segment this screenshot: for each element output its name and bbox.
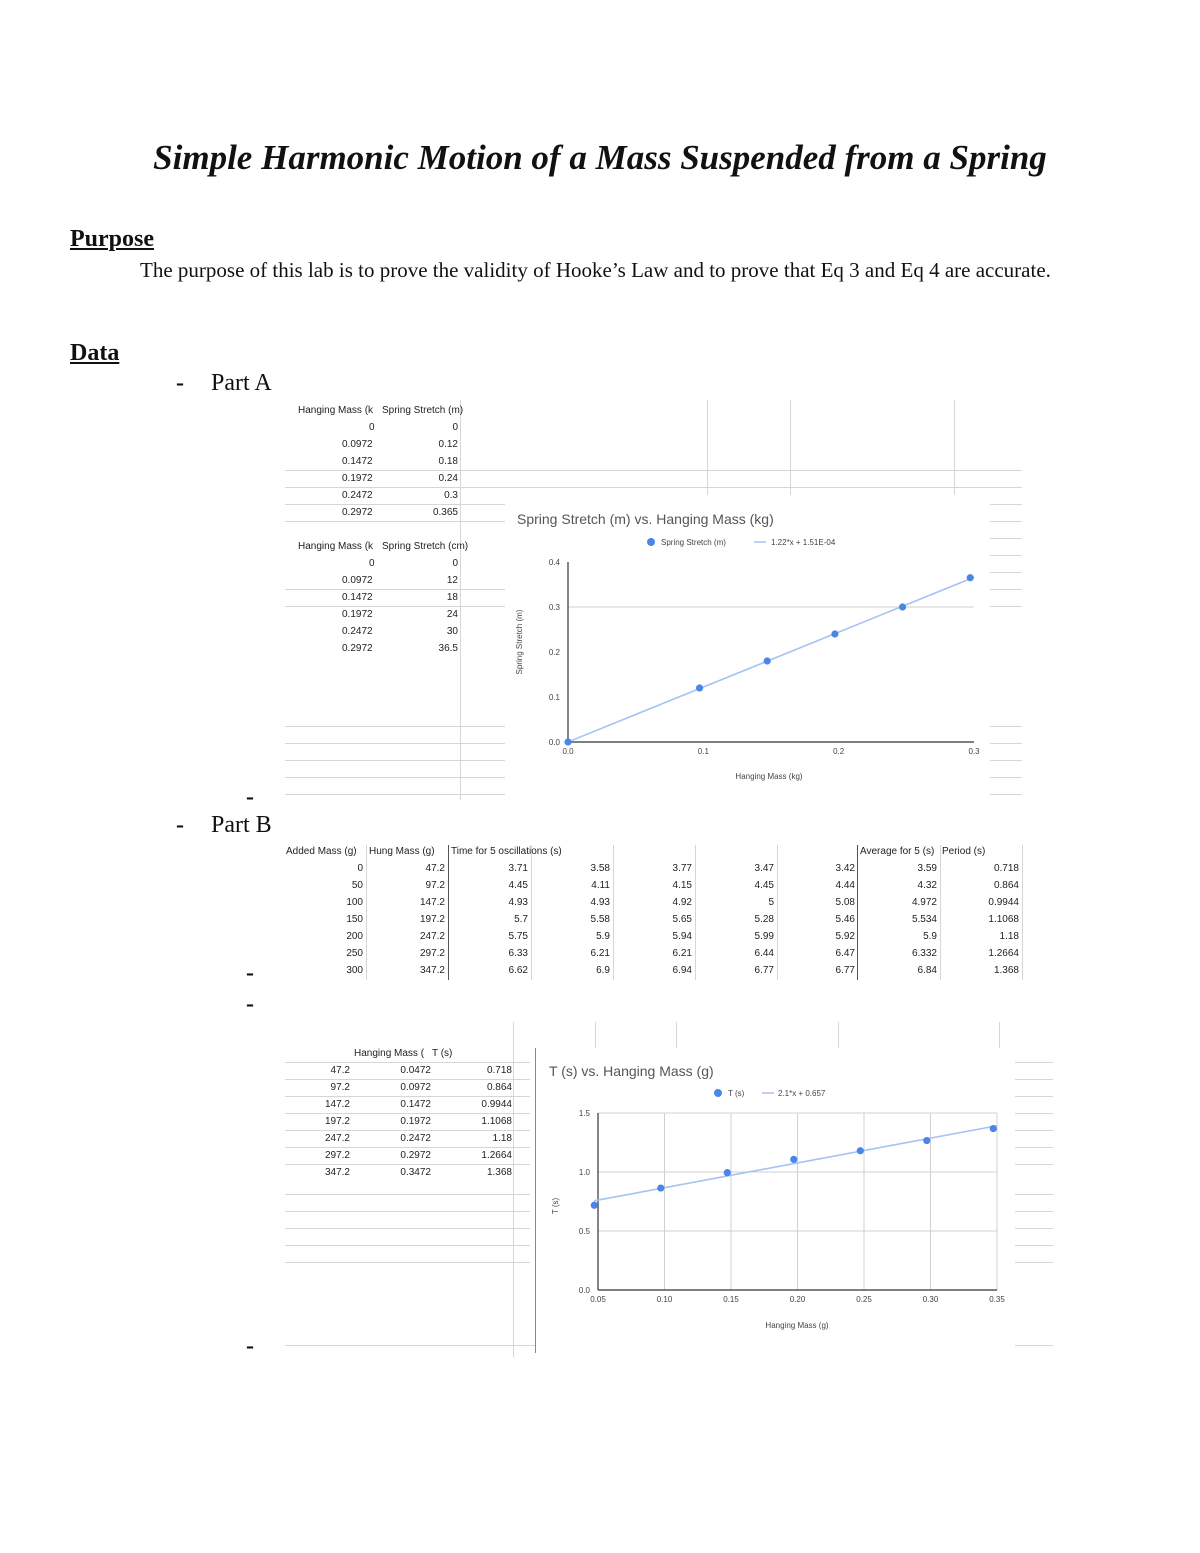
- purpose-heading: Purpose: [70, 226, 154, 252]
- table-cell: 5.7: [514, 914, 528, 925]
- table-cell: 150: [346, 914, 363, 925]
- data-point: [764, 657, 771, 664]
- table-cell: 5.58: [590, 914, 610, 925]
- table-cell: 6.47: [835, 948, 855, 959]
- table-cell: 3.59: [917, 863, 937, 874]
- table-cell: 6.33: [508, 948, 528, 959]
- data-point: [564, 738, 571, 745]
- table-cell: 50: [351, 880, 363, 891]
- table-cell: 247.2: [324, 1133, 350, 1144]
- table-cell: 0.1472: [342, 456, 373, 467]
- x-tick-label: 0.30: [922, 1295, 939, 1304]
- table-cell: 4.45: [754, 880, 774, 891]
- table-cell: 1.18: [492, 1133, 512, 1144]
- table-cell: 0.18: [438, 456, 458, 467]
- y-tick-label: 0.2: [548, 648, 560, 657]
- table-cell: 1.2664: [988, 948, 1019, 959]
- table-cell: 6.21: [672, 948, 692, 959]
- data-point: [657, 1184, 664, 1191]
- table-cell: 47.2: [425, 863, 445, 874]
- y-tick-label: 0.4: [548, 558, 560, 567]
- table-header: Hanging Mass (k: [298, 405, 374, 416]
- table-cell: 247.2: [419, 931, 445, 942]
- table-cell: 5.65: [672, 914, 692, 925]
- x-tick-label: 0.0: [562, 747, 574, 756]
- table-cell: 0.1972: [342, 609, 373, 620]
- x-tick-label: 0.15: [723, 1295, 739, 1304]
- table-cell: 197.2: [419, 914, 445, 925]
- table-cell: 300: [346, 965, 363, 976]
- legend-series-label: Spring Stretch (m): [661, 538, 726, 547]
- table-cell: 0.0972: [342, 575, 373, 586]
- table-cell: 24: [446, 609, 458, 620]
- table-cell: 0.2472: [342, 490, 373, 501]
- table-cell: 12: [446, 575, 458, 586]
- table-header: T (s): [432, 1048, 453, 1059]
- table-cell: 4.93: [508, 897, 528, 908]
- table-cell: 0: [369, 422, 375, 433]
- part-a-label: Part A: [211, 370, 272, 396]
- table-cell: 6.84: [917, 965, 937, 976]
- table-cell: 5.92: [835, 931, 855, 942]
- data-point: [857, 1147, 864, 1154]
- table-cell: 4.92: [672, 897, 692, 908]
- table-cell: 1.368: [993, 965, 1019, 976]
- table-cell: 6.94: [672, 965, 692, 976]
- table-cell: 6.62: [508, 965, 528, 976]
- table-header: Time for 5 oscillations (s): [451, 846, 562, 857]
- chart-title: T (s) vs. Hanging Mass (g): [549, 1063, 714, 1079]
- table-cell: 5.28: [754, 914, 774, 925]
- legend-series-label: T (s): [728, 1089, 745, 1098]
- data-point: [831, 630, 838, 637]
- page-title: Simple Harmonic Motion of a Mass Suspended from a Spring: [153, 138, 1047, 177]
- bullet-dash: -: [246, 784, 254, 810]
- table-cell: 0.0972: [400, 1082, 431, 1093]
- table-cell: 0.12: [438, 439, 458, 450]
- table-cell: 3.58: [590, 863, 610, 874]
- y-tick-label: 0.0: [578, 1286, 590, 1295]
- table-cell: 5: [768, 897, 774, 908]
- table-cell: 18: [446, 592, 458, 603]
- table-cell: 0.2472: [342, 626, 373, 637]
- part-b-label: Part B: [211, 812, 272, 838]
- table-cell: 0.2472: [400, 1133, 431, 1144]
- data-point: [990, 1125, 997, 1132]
- table-cell: 0.1972: [342, 473, 373, 484]
- table-cell: 0.2972: [342, 507, 373, 518]
- bullet-dash: -: [176, 812, 184, 838]
- table-cell: 1.1068: [481, 1116, 512, 1127]
- table-cell: 6.77: [754, 965, 774, 976]
- spring-stretch-chart: [505, 500, 990, 800]
- y-tick-label: 0.1: [548, 693, 560, 702]
- table-cell: 4.11: [591, 880, 610, 891]
- table-cell: 0.0472: [400, 1065, 431, 1076]
- table-cell: 0.9944: [481, 1099, 512, 1110]
- table-cell: 1.368: [486, 1167, 512, 1178]
- x-tick-label: 0.2: [833, 747, 845, 756]
- table-cell: 0.1472: [342, 592, 373, 603]
- table-cell: 0: [357, 863, 363, 874]
- table-header: Hanging Mass (: [354, 1048, 425, 1059]
- table-cell: 3.77: [672, 863, 692, 874]
- table-cell: 0.0972: [342, 439, 373, 450]
- bullet-dash: -: [246, 1333, 254, 1359]
- table-cell: 4.45: [508, 880, 528, 891]
- table-cell: 3.42: [835, 863, 855, 874]
- table-cell: 197.2: [324, 1116, 350, 1127]
- data-point: [790, 1156, 797, 1163]
- table-cell: 4.32: [917, 880, 937, 891]
- table-cell: 6.332: [911, 948, 937, 959]
- data-point: [591, 1202, 598, 1209]
- table-header: Hanging Mass (k: [298, 541, 374, 552]
- table-cell: 5.08: [835, 897, 855, 908]
- table-cell: 0.718: [486, 1065, 512, 1076]
- table-cell: 0.718: [993, 863, 1019, 874]
- table-cell: 0.9944: [988, 897, 1019, 908]
- data-heading: Data: [70, 340, 120, 366]
- table-cell: 297.2: [419, 948, 445, 959]
- x-tick-label: 0.35: [989, 1295, 1005, 1304]
- y-tick-label: 0.3: [548, 603, 560, 612]
- legend-marker: [647, 538, 655, 546]
- data-point: [923, 1137, 930, 1144]
- chart-title: Spring Stretch (m) vs. Hanging Mass (kg): [517, 511, 774, 527]
- table-cell: 6.9: [596, 965, 610, 976]
- x-tick-label: 0.05: [590, 1295, 606, 1304]
- table-cell: 3.71: [508, 863, 528, 874]
- table-cell: 6.21: [590, 948, 610, 959]
- table-cell: 4.44: [835, 880, 855, 891]
- table-cell: 250: [346, 948, 363, 959]
- table-cell: 36.5: [438, 643, 458, 654]
- table-cell: 1.18: [999, 931, 1019, 942]
- legend-trend-label: 2.1*x + 0.657: [778, 1089, 826, 1098]
- table-cell: 0.1972: [400, 1116, 431, 1127]
- period-chart: [535, 1048, 1015, 1353]
- table-cell: 5.94: [672, 931, 692, 942]
- legend-marker: [714, 1089, 722, 1097]
- table-cell: 0.864: [993, 880, 1019, 891]
- data-point: [899, 603, 906, 610]
- table-header: Added Mass (g): [286, 846, 357, 857]
- table-header: Average for 5 (s): [860, 846, 935, 857]
- table-cell: 147.2: [419, 897, 445, 908]
- table-cell: 0.2972: [400, 1150, 431, 1161]
- table-cell: 0: [369, 558, 375, 569]
- data-point: [724, 1169, 731, 1176]
- table-cell: 5.534: [911, 914, 937, 925]
- table-cell: 3.47: [754, 863, 774, 874]
- table-cell: 147.2: [324, 1099, 350, 1110]
- x-tick-label: 0.3: [968, 747, 980, 756]
- table-cell: 5.99: [754, 931, 774, 942]
- table-cell: 4.15: [672, 880, 692, 891]
- table-cell: 297.2: [324, 1150, 350, 1161]
- x-tick-label: 0.10: [656, 1295, 673, 1304]
- table-cell: 5.75: [508, 931, 528, 942]
- table-cell: 347.2: [324, 1167, 350, 1178]
- bullet-dash: -: [246, 960, 254, 986]
- table-header: Spring Stretch (m): [382, 405, 464, 416]
- bullet-dash: -: [246, 991, 254, 1017]
- y-axis-label: T (s): [551, 1197, 560, 1215]
- x-axis-label: Hanging Mass (kg): [735, 772, 803, 781]
- table-cell: 1.1068: [988, 914, 1019, 925]
- table-header: Period (s): [942, 846, 986, 857]
- table-cell: 47.2: [330, 1065, 350, 1076]
- table-cell: 0.2972: [342, 643, 373, 654]
- table-cell: 0.365: [432, 507, 458, 518]
- y-axis-label: Spring Stretch (m): [515, 609, 524, 675]
- x-axis-label: Hanging Mass (g): [765, 1321, 829, 1330]
- table-cell: 97.2: [425, 880, 445, 891]
- y-tick-label: 1.0: [578, 1168, 590, 1177]
- legend-trend-label: 1.22*x + 1.51E-04: [771, 538, 836, 547]
- table-cell: 347.2: [419, 965, 445, 976]
- table-header: Hung Mass (g): [369, 846, 435, 857]
- x-tick-label: 0.25: [856, 1295, 872, 1304]
- data-point: [696, 684, 703, 691]
- table-cell: 100: [346, 897, 363, 908]
- table-cell: 200: [346, 931, 363, 942]
- table-cell: 0.1472: [400, 1099, 431, 1110]
- table-cell: 6.77: [835, 965, 855, 976]
- table-cell: 97.2: [330, 1082, 350, 1093]
- table-cell: 0.24: [438, 473, 458, 484]
- table-cell: 0.3472: [400, 1167, 431, 1178]
- table-cell: 4.93: [590, 897, 610, 908]
- y-tick-label: 1.5: [578, 1109, 590, 1118]
- table-header: Spring Stretch (cm): [382, 541, 469, 552]
- table-cell: 0.864: [486, 1082, 512, 1093]
- y-tick-label: 0.0: [548, 738, 560, 747]
- table-cell: 5.9: [923, 931, 937, 942]
- purpose-text: The purpose of this lab is to prove the validity of Hooke’s Law and to prove that Eq 3 and Eq 4 are accurate.: [140, 258, 1051, 282]
- table-cell: 30: [446, 626, 458, 637]
- table-cell: 1.2664: [481, 1150, 512, 1161]
- table-cell: 0: [452, 558, 458, 569]
- table-cell: 5.46: [835, 914, 855, 925]
- x-tick-label: 0.1: [697, 747, 709, 756]
- x-tick-label: 0.20: [789, 1295, 806, 1304]
- table-cell: 0: [452, 422, 458, 433]
- table-cell: 4.972: [911, 897, 937, 908]
- bullet-dash: -: [176, 370, 184, 396]
- data-point: [967, 574, 974, 581]
- y-tick-label: 0.5: [578, 1227, 590, 1236]
- table-cell: 5.9: [596, 931, 610, 942]
- table-cell: 6.44: [754, 948, 774, 959]
- table-cell: 0.3: [444, 490, 458, 501]
